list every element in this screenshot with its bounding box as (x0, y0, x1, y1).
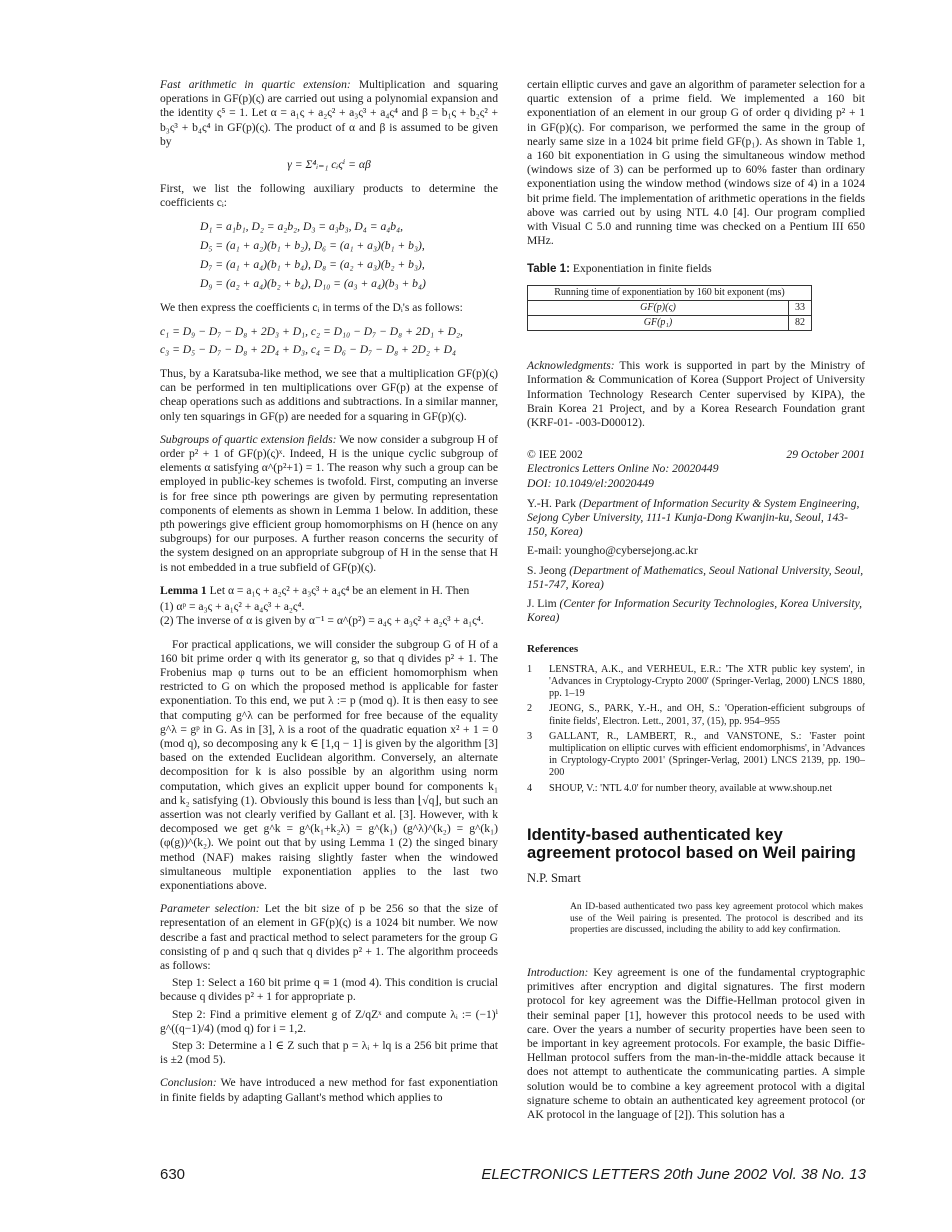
author1-affiliation: (Department of Information Security & System Engineering, Sejong Cyber University, 111-1 Kunja-Dong Kwanjin-ku, Seoul, 143-150, Korea) (527, 496, 860, 539)
author2 (527, 564, 865, 592)
practical-paragraph: For practical applications, we will consider the subgroup G of H of a 160 bit prime order q with its generator g, so that q divides p² + 1. The Frobenius map φ turns out to be an efficient homomorphism when restricted to G on which the proposed method is applicable for faster exponentiation. To this end, we put λ := p (mod q). It is then easy to see that computing g^λ can be performed for free because of the equality g^λ = gᵖ in G. As in [3], λ is a root of the quadratic equation x² + 1 = 0 (mod q), so decomposing any k ∈ [1,q − 1] is given by the algorithm [3] based on the extended Euclidean algorithm. Conversely, an alternate decomposition for k is also possible by an algorithm using norm computation, which gives an explicit upper bound for components k₁ and k₂ satisfying (1). Obviously this bound is less than ⌊√q⌋, but such an assertion was not clearly verified by Gallant et al. [3]. However, with k decomposed we get g^k = g^(k₁+k₂λ) = g^(k₁) (g^λ)^(k₂) = g^(k₁) (φ(g))^(k₂). We point out that by using Lemma 1 (2) the singed binary method (NAF) makes raising slightly faster when the windowed simultaneous multiple exponentiation applies to the last two exponentiations above. (160, 637, 498, 892)
table-header-row (528, 285, 812, 300)
coef-eq: c₁ = D₉ − D₇ − D₈ + 2D₃ + D₁, c₂ = D₁₀ − D₇ − D₈ + 2D₁ + D₂, (160, 324, 463, 338)
reference-text: LENSTRA, A.K., and VERHEUL, E.R.: 'The XTR public key system', in 'Advances in Cryptology-Crypto 2000' (Springer-Verlag, 2000) LNCS 1880, pp. 1–19 (549, 663, 865, 700)
article-abstract: An ID-based authenticated two pass key agreement protocol which makes use of the Weil pairing is presented. The protocol is described and its properties are discussed, including the ability to add key confirmation. (570, 901, 863, 936)
ack-paragraph (527, 359, 865, 430)
aux-eq: D₅ = (a₁ + a₂)(b₁ + b₂), D₆ = (a₁ + a₃)(b₁ + b₃), (200, 238, 425, 252)
copyright: © IEE 2002 (527, 448, 583, 462)
reference-text: SHOUP, V.: 'NTL 4.0' for number theory, available at www.shoup.net (549, 782, 833, 794)
journal-footer: ELECTRONICS LETTERS 20th June 2002 Vol. 38 No. 13 (481, 1166, 866, 1183)
reference-text: GALLANT, R., LAMBERT, R., and VANSTONE, S.: 'Faster point multiplication on elliptic curves with efficient endomorphisms', in 'Advances in Cryptology-Crypto 2001' (Springer-Verlag, 2001) LNCS 2139, pp. 190–200 (549, 730, 865, 779)
aux-intro: First, we list the following auxiliary products to determine the coefficients cᵢ: (160, 182, 498, 210)
lemma-title: Lemma 1 (160, 583, 207, 597)
reference-number: 3 (527, 730, 533, 742)
author3-name: J. Lim (527, 597, 557, 611)
ack-body: This work is supported in part by the Ministry of Information & Communication of Korea (Support Project of University Information Technology Research Center supervised by KIPA), the Brain Korea 21 Project, and by a Korea Research Foundation grant (KRF-01- -003-D00012). (527, 359, 865, 430)
fast-arithmetic-body: Multiplication and squaring operations in GF(p)(ς) are carried out using a polynomial expansion and the identity ς⁵ = 1. Let α = a₁ς + a₂ς² + a₃ς³ + a₄ς⁴ and β = b₁ς + b₂ς² + b₃ς³ + b₄ς⁴ in GF(p)(ς). The product of α and β is assumed to be given by (160, 78, 499, 148)
reference-number: 2 (527, 703, 533, 715)
subgroups-lead: Subgroups of quartic extension fields: (160, 432, 337, 446)
references-heading: References (527, 642, 579, 655)
table-cell-value: 82 (789, 316, 812, 331)
conclusion-lead: Conclusion: (160, 1076, 217, 1090)
received-date: 29 October 2001 (786, 448, 865, 462)
table-header: Running time of exponentiation by 160 bit exponent (ms) (528, 285, 812, 300)
param-lead: Parameter selection: (160, 902, 260, 916)
subgroups-body: We now consider a subgroup H of order p² + 1 of GF(p)(ς)ˣ. Indeed, H is the unique cyclic subgroup of elements α satisfying α^(p²+1) = 1. The reason why such a group can be employed in public-key schemes is twofold. First, computing an inverse is for free since pth powerings are given by permuting representation components of elements as shown in Lemma 1 below. In addition, these pth powerings give efficient group homomorphisms on H (hence on any subgroups) for our purposes. A further reason concerns the security of the system designed on an appropriate subgroup of H in the sense that H is not embedded in a true subfield of GF(p)(ς). (160, 432, 498, 574)
author2-name: S. Jeong (527, 563, 567, 577)
reference-item (527, 703, 865, 727)
step-2: Step 2: Find a primitive element g of Z/qZˣ and compute λᵢ := (−1)ⁱ g^((q−1)/4) (mod q) for i = 1,2. (160, 1007, 498, 1035)
aux-eq: D₁ = a₁b₁, D₂ = a₂b₂, D₃ = a₃b₃, D₄ = a₄b₄, (200, 219, 404, 233)
table-row (528, 316, 812, 331)
reference-number: 4 (527, 782, 533, 794)
step-1: Step 1: Select a 160 bit prime q ≡ 1 (mod 4). This condition is crucial because q divides p² + 1 for appropriate p. (160, 976, 498, 1004)
lemma-item-2: (2) The inverse of α is given by α⁻¹ = α^(p²) = a₄ς + a₃ς² + a₂ς³ + a₁ς⁴. (160, 614, 484, 628)
karatsuba-paragraph: Thus, by a Karatsuba-like method, we see that a multiplication GF(p)(ς) can be performed in ten multiplications over GF(p) at the expense of cheap operations such as additions and subtractions. In a similar manner, only ten squarings in GF(p) are needed for a squaring in GF(p)(ς). (160, 367, 498, 423)
introduction-paragraph (527, 966, 865, 1131)
param-paragraph (160, 902, 498, 973)
lemma-item-1: (1) αᵖ = a₃ς + a₁ς² + a₄ς³ + a₂ς⁴. (160, 600, 305, 614)
article-author: N.P. Smart (527, 871, 581, 885)
online-number: Electronics Letters Online No: 20020449 (527, 462, 719, 476)
intro-lead: Introduction: (527, 966, 589, 979)
copyright-row (527, 448, 865, 462)
author3-affiliation: (Center for Information Security Technologies, Korea University, Korea) (527, 597, 863, 625)
continuation-paragraph: certain elliptic curves and gave an algorithm of parameter selection for a quartic extension of a prime field. We implemented a 160 bit exponentiation of an element in our group G of order q dividing p² + 1 in GF(p)(ς). For comparison, we performed the same in the group of nearly same size in a 1024 bit prime field GF(p₁). As shown in Table 1, a 160 bit exponentiation in G using the simultaneous window method (windows size of 3) can be performed up to 60% faster than ordinary exponentiation using the window method (windows size of 4) in a 1024 bit prime field. The implementation of arithmetic operations in the fields above was carried out by using NTL 4.0 [4]. Our program complied with Visual C 5.0 and running time was checked on a Pentium III 650 MHz. (527, 78, 865, 248)
table-cell-field: GF(p₁) (528, 316, 789, 331)
aux-eq: D₇ = (a₁ + a₄)(b₁ + b₄), D₈ = (a₂ + a₃)(b₂ + b₃), (200, 258, 425, 272)
coef-eq: c₃ = D₅ − D₇ − D₈ + 2D₄ + D₃, c₄ = D₆ − D₇ − D₈ + 2D₂ + D₄ (160, 342, 456, 356)
table-caption-text: Exponentiation in finite fields (572, 262, 712, 276)
aux-equations (200, 220, 498, 292)
lemma-body: Let α = a₁ς + a₂ς² + a₃ς³ + a₄ς⁴ be an element in H. Then (209, 583, 470, 597)
conclusion-body: We have introduced a new method for fast exponentiation in finite fields by adapting Gallant's method which applies to (160, 1076, 498, 1104)
coef-intro: We then express the coefficients cᵢ in terms of the Dᵢ's as follows: (160, 301, 463, 315)
right-column (527, 78, 865, 798)
param-body: Let the bit size of p be 256 so that the size of representation of an element in GF(p)(ς) is a 1024 bit number. We now describe a fast and practical method to select parameters for the group G consisting of p and q such that q divides p² + 1. The algorithm proceeds as follows: (160, 902, 498, 972)
ack-lead: Acknowledgments: (527, 359, 615, 373)
author1 (527, 497, 865, 540)
page-number: 630 (160, 1166, 186, 1183)
reference-item (527, 783, 865, 795)
fast-arithmetic-paragraph (160, 78, 498, 149)
left-column (160, 78, 498, 1114)
intro-body: Key agreement is one of the fundamental cryptographic primitives after encryption and digital signatures. The first modern protocol for key agreement was the Diffie-Hellman protocol given in their seminal paper [1], however this protocol needs to be used with care. Over the years a number of security properties have been seen to be important in key agreement protocols. For example, the basic Diffie-Hellman protocol suffers from the man-in-the-middle attack because it does not attempt to authenticate the communicating parties. A simple solution would be to combine a key agreement protocol with a digital signature scheme to obtain an authenticated key agreement protocol (or AK protocol in the language of [2]). This solution has a (527, 966, 865, 1122)
aux-eq: D₉ = (a₂ + a₄)(b₂ + b₄), D₁₀ = (a₃ + a₄)(b₃ + b₄) (200, 277, 426, 291)
table-cell-field: GF(p)(ς) (528, 300, 789, 315)
subgroups-paragraph (160, 433, 498, 575)
coef-equations (160, 325, 498, 357)
step-3: Step 3: Determine a l ∈ Z such that p = λᵢ + lq is a 256 bit prime that is ±2 (mod 5). (160, 1038, 498, 1067)
doi: DOI: 10.1049/el:20020449 (527, 476, 654, 490)
author1-name: Y.-H. Park (527, 496, 577, 510)
author2-affiliation: (Department of Mathematics, Seoul National University, Seoul, 151-747, Korea) (527, 563, 864, 591)
gamma-equation: γ = Σ⁴ᵢ₌₁ cᵢςⁱ = αβ (287, 158, 371, 172)
table-caption-label: Table 1: (527, 262, 570, 276)
reference-item (527, 664, 865, 701)
email: E-mail: youngho@cybersejong.ac.kr (527, 544, 698, 558)
conclusion-paragraph (160, 1076, 498, 1104)
reference-number: 1 (527, 663, 533, 675)
author3 (527, 597, 865, 625)
reference-text: JEONG, S., PARK, Y.-H., and OH, S.: 'Operation-efficient subgroups of finite fields', Electron. Lett., 2001, 37, (15), pp. 954–955 (549, 703, 865, 727)
fast-arithmetic-lead: Fast arithmetic in quartic extension: (160, 78, 351, 91)
table-row (528, 300, 812, 315)
lemma-paragraph (160, 584, 498, 598)
table-cell-value: 33 (789, 300, 812, 315)
table-caption (527, 262, 865, 276)
article-title: Identity-based authenticated key agreement protocol based on Weil pairing (527, 826, 856, 862)
exponentiation-table (527, 285, 812, 332)
reference-item (527, 731, 865, 780)
